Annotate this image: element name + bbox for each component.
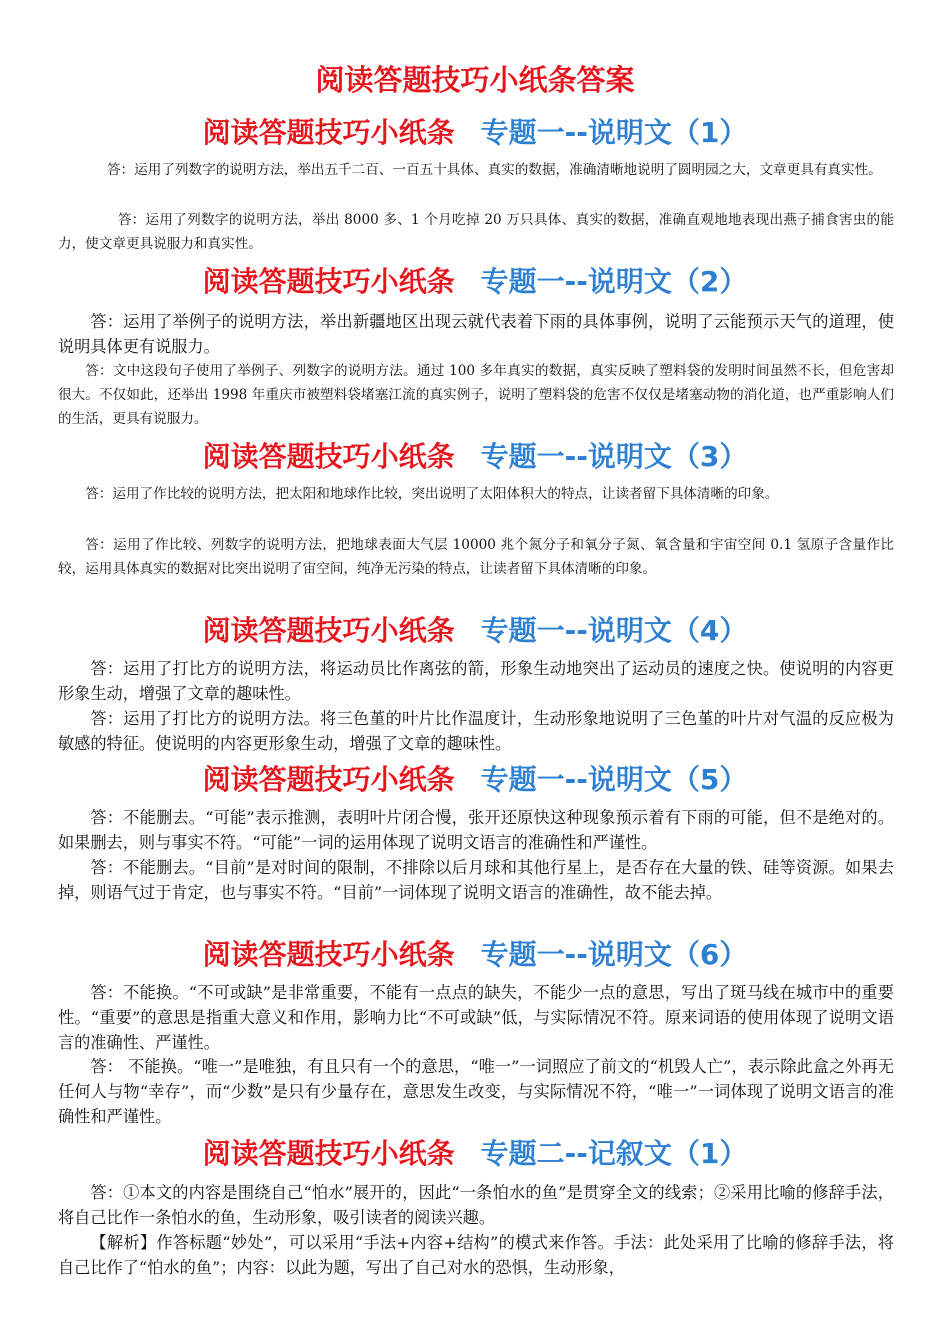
section-heading	[0, 262, 950, 302]
section-heading-main: 阅读答题技巧小纸条	[202, 116, 455, 149]
answer-paragraph: 答：运用了作比较的说明方法，把太阳和地球作比较，突出说明了太阳体积大的特点，让读者留下具体清晰的印象。	[85, 486, 779, 502]
section-heading	[0, 113, 950, 153]
answer-paragraph: 答：运用了举例子的说明方法，举出新疆地区出现云就代表着下雨的具体事例，说明了云能预示天气的道理，使说明具体更有说服力。	[58, 312, 894, 356]
section-heading	[0, 760, 950, 800]
answer-paragraph: 答： 不能换。“唯一”是唯独，有且只有一个的意思，“唯一”一词照应了前文的“机毁人亡”，表示除此盒之外再无任何人与物“幸存”，而“少数”是只有少量存在，意思发生改变，与实际情况不符，“唯一”一词体现了说明文语言的准确性和严谨性。	[58, 1057, 894, 1126]
section-heading	[0, 1134, 950, 1174]
answer-paragraph: 答：运用了列数字的说明方法，举出五千二百、一百五十具体、真实的数据，准确清晰地说明了圆明园之大，文章更具有真实性。	[106, 162, 882, 178]
section-heading-main: 阅读答题技巧小纸条	[202, 614, 455, 647]
answer-paragraph: 答：运用了作比较、列数字的说明方法，把地球表面大气层 10000 兆个氮分子和氧分子氮、氧含量和宇宙空间 0.1 氢原子含量作比较，运用具体真实的数据对比突出说明了宙空间，纯净无污染的特点，让读者留下具体清晰的印象。	[58, 537, 894, 577]
section-heading-topic: 专题一--说明文（5）	[480, 763, 748, 796]
answer-paragraph: 答：运用了打比方的说明方法，将运动员比作离弦的箭，形象生动地突出了运动员的速度之快。使说明的内容更形象生动，增强了文章的趣味性。	[58, 659, 894, 703]
analysis-paragraph: 【解析】作答标题“妙处”，可以采用“手法+内容+结构”的模式来作答。手法：此处采用了比喻的修辞手法，将自己比作了“怕水的鱼”；内容：以此为题，写出了自己对水的恐惧，生动形象，	[58, 1233, 894, 1277]
answer-paragraph: 答：不能换。“不可或缺”是非常重要，不能有一点点的缺失，不能少一点的意思，写出了斑马线在城市中的重要性。“重要”的意思是指重大意义和作用，影响力比“不可或缺”低，与实际情况不符。原来词语的使用体现了说明文语言的准确性、严谨性。	[58, 983, 894, 1052]
section-heading-topic: 专题一--说明文（4）	[480, 614, 748, 647]
answer-paragraph: 答：①本文的内容是围绕自己“怕水”展开的，因此“一条怕水的鱼”是贯穿全文的线索；②采用比喻的修辞手法，将自己比作一条怕水的鱼，生动形象，吸引读者的阅读兴趣。	[58, 1183, 894, 1227]
section-heading	[0, 611, 950, 651]
document-title: 阅读答题技巧小纸条答案	[315, 63, 635, 97]
answer-paragraph: 答：不能删去。“可能”表示推测，表明叶片闭合慢，张开还原快这种现象预示着有下雨的可能，但不是绝对的。如果删去，则与事实不符。“可能”一词的运用体现了说明文语言的准确性和严谨性。	[58, 808, 894, 852]
answer-paragraph: 答：文中这段句子使用了举例子、列数字的说明方法。通过 100 多年真实的数据，真实反映了塑料袋的发明时间虽然不长，但危害却很大。不仅如此，还举出 1998 年重庆市被塑料袋堵塞江流的真实例子，说明了塑料袋的危害不仅仅是堵塞动物的消化道，也严重影响人们的生活，更具有说服力。	[58, 363, 894, 427]
answer-paragraph: 答：运用了列数字的说明方法，举出 8000 多、1 个月吃掉 20 万只具体、真实的数据，准确直观地地表现出燕子捕食害虫的能力，使文章更具说服力和真实性。	[58, 212, 894, 252]
section-heading-main: 阅读答题技巧小纸条	[202, 440, 455, 473]
section-heading-topic: 专题一--说明文（1）	[480, 116, 748, 149]
section-heading-topic: 专题一--说明文（2）	[480, 265, 748, 298]
section-heading-main: 阅读答题技巧小纸条	[202, 938, 455, 971]
section-heading-topic: 专题一--说明文（3）	[480, 440, 748, 473]
section-heading-main: 阅读答题技巧小纸条	[202, 1137, 455, 1170]
section-heading-main: 阅读答题技巧小纸条	[202, 763, 455, 796]
section-heading	[0, 935, 950, 975]
answer-paragraph: 答：不能删去。“目前”是对时间的限制，不排除以后月球和其他行星上，是否存在大量的铁、硅等资源。如果去掉，则语气过于肯定，也与事实不符。“目前”一词体现了说明文语言的准确性，故不能去掉。	[58, 858, 894, 902]
answer-paragraph: 答：运用了打比方的说明方法。将三色堇的叶片比作温度计，生动形象地说明了三色堇的叶片对气温的反应极为敏感的特征。使说明的内容更形象生动，增强了文章的趣味性。	[58, 709, 894, 753]
section-heading-topic: 专题二--记叙文（1）	[480, 1137, 748, 1170]
section-heading-main: 阅读答题技巧小纸条	[202, 265, 455, 298]
section-heading	[0, 437, 950, 477]
section-heading-topic: 专题一--说明文（6）	[480, 938, 748, 971]
